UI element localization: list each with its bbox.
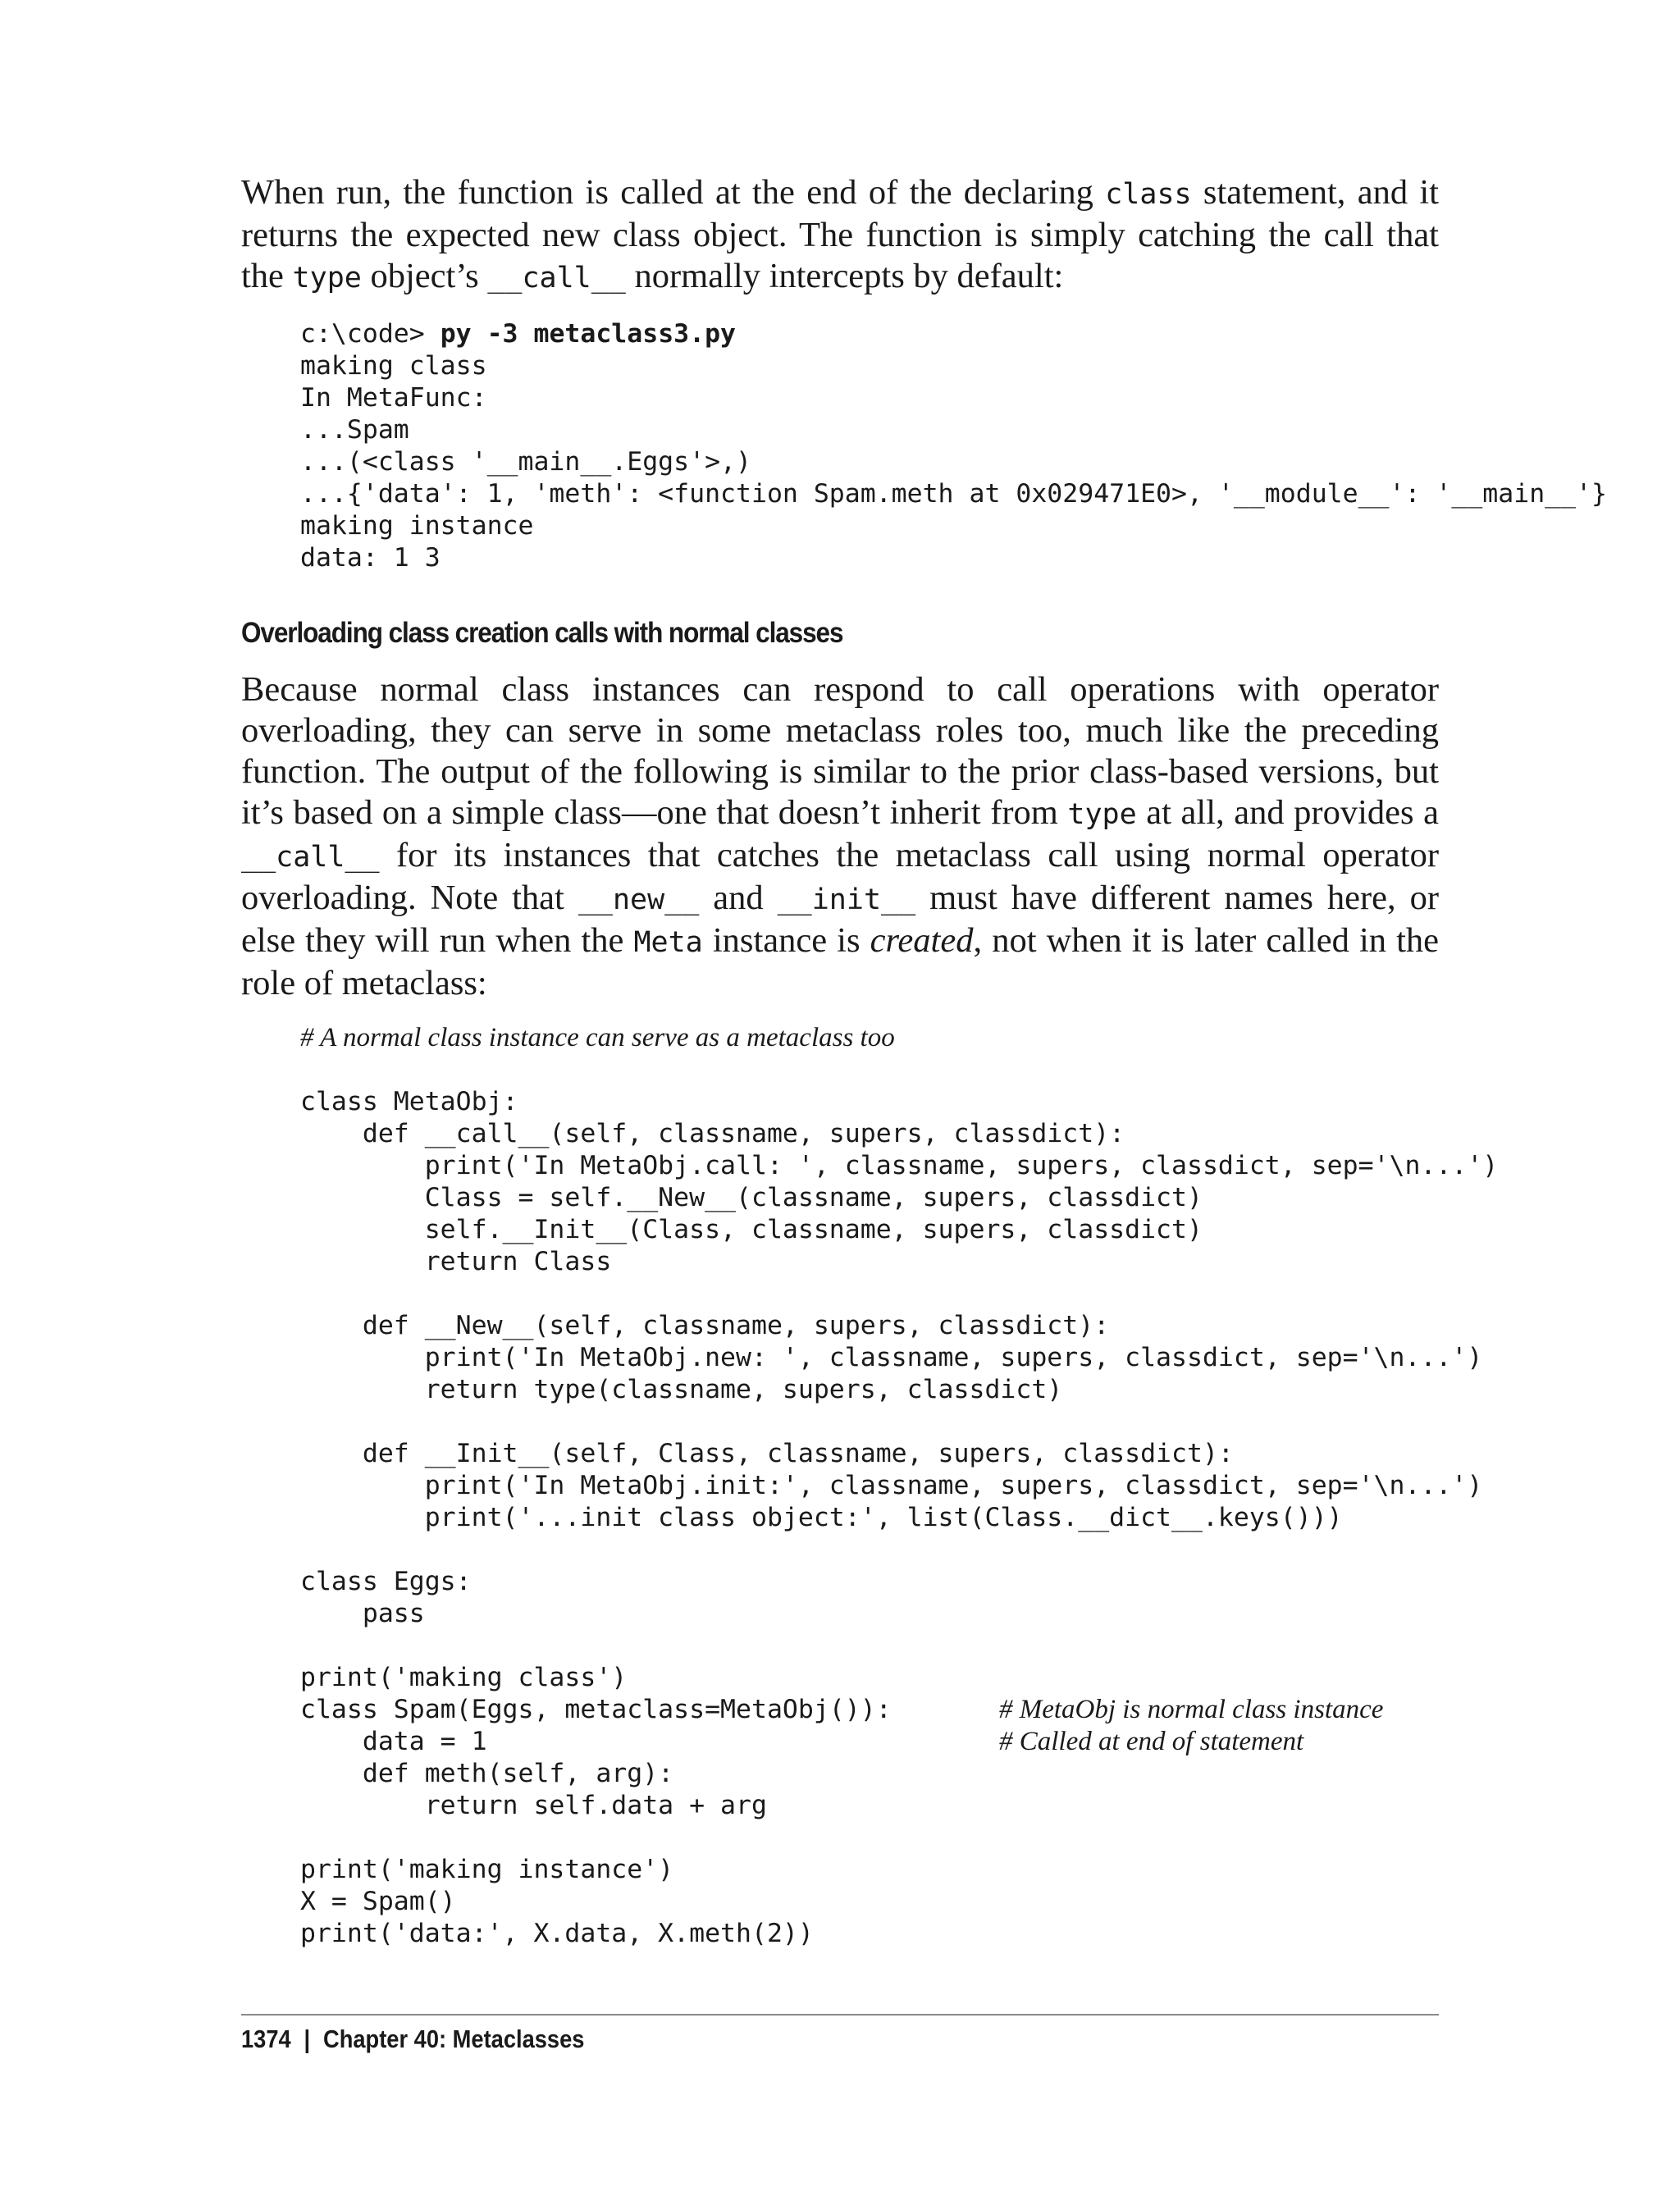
output-listing <box>241 318 1608 574</box>
body-code-meta: Meta <box>633 926 703 959</box>
output-line-4: ...(<class '__main__.Eggs'>,) <box>300 447 751 477</box>
code-line-data <box>300 1726 1439 1758</box>
output-line-3: ...Spam <box>300 415 409 445</box>
code-listing <box>241 1022 1499 1950</box>
output-prompt: c:\code> <box>300 319 441 349</box>
output-line-5: ...{'data': 1, 'meth': <function Spam.meth at 0x029471E0>, '__module__': '__main__'} <box>300 479 1608 509</box>
code-data-statement: data = 1 <box>300 1727 487 1756</box>
body-text-4: and <box>699 879 778 917</box>
intro-text-2: statement, and it returns the expected new class object. The function is simply catching the call that the <box>241 173 1439 295</box>
output-command: py -3 metaclass3.py <box>440 319 737 349</box>
code-spam-statement: class Spam(Eggs, metaclass=MetaObj()): <box>300 1695 892 1724</box>
page-content <box>241 172 1608 1950</box>
body-text-3: for its instances that catches the metaclass call using normal operator overloading. Note that <box>241 836 1439 917</box>
body-code-call: __call__ <box>241 841 380 874</box>
intro-code-call: __call__ <box>487 262 626 294</box>
intro-code-class: class <box>1105 178 1192 211</box>
body-code-type: type <box>1067 798 1137 831</box>
body-paragraph <box>241 669 1439 1004</box>
output-line-7: data: 1 3 <box>300 543 441 573</box>
output-line-1: making class <box>300 351 487 381</box>
section-heading: Overloading class creation calls with normal classes <box>241 617 843 649</box>
intro-text-1: When run, the function is called at the end of the declaring <box>241 173 1106 212</box>
code-part-1: class MetaObj: def __call__(self, classname, supers, classdict): print('In MetaObj.call: ', classname, supers, classdict, sep='\n...') Class = self.__New__(classname, supers, classdict) self.__Init__(Class, classname, supers, classdict) return Class def __New__(self, classname, supers, classdict): print('In MetaObj.new: ', classname, supers, classdict, sep='\n...') return type(classname, supers, classdict) def __Init__(self, Class, classname, supers, classdict): print('In MetaObj.init:', classname, supers, classdict, sep='\n...') print('...init class object:', list(Class.__dict__.keys())) class Eggs: pass print('making class') <box>300 1087 1499 1692</box>
page-footer <box>241 2025 584 2054</box>
body-text-5: must have different names here, or else they will run when the <box>241 879 1439 960</box>
code-line-spam <box>300 1694 1439 1726</box>
intro-paragraph <box>241 172 1439 299</box>
intro-code-type: type <box>292 262 362 294</box>
intro-text-3: object’s <box>361 257 488 295</box>
code-data-comment: # Called at end of statement <box>999 1727 1304 1756</box>
footer-separator: | <box>304 2025 311 2053</box>
output-line-2: In MetaFunc: <box>300 383 487 413</box>
body-text-1: Because normal class instances can respond to call operations with operator overloading, they can serve in some metaclass roles too, much like the preceding function. The output of the following is similar to the prior class-based versions, but it’s based on a simple class—one that doesn’t inherit from <box>241 670 1439 832</box>
intro-text-4: normally intercepts by default: <box>625 257 1064 295</box>
body-code-init: __init__ <box>777 883 916 916</box>
code-comment: # A normal class instance can serve as a metaclass too <box>300 1023 895 1052</box>
chapter-title: Chapter 40: Metaclasses <box>323 2025 585 2053</box>
body-text-2: at all, and provides a <box>1136 793 1439 832</box>
footer-rule <box>241 2014 1439 2016</box>
output-line-6: making instance <box>300 511 534 541</box>
code-spam-comment: # MetaObj is normal class instance <box>999 1695 1384 1724</box>
code-part-2: def meth(self, arg): return self.data + arg print('making instance') X = Spam() print('data:', X.data, X.meth(2)) <box>300 1759 814 1948</box>
page-number: 1374 <box>241 2025 291 2053</box>
body-text-7: , not when it is later called in the role of metaclass: <box>241 921 1439 1002</box>
body-code-new: __new__ <box>578 883 700 916</box>
body-text-6: instance is <box>702 921 870 960</box>
body-emphasis-created: created <box>870 921 974 960</box>
